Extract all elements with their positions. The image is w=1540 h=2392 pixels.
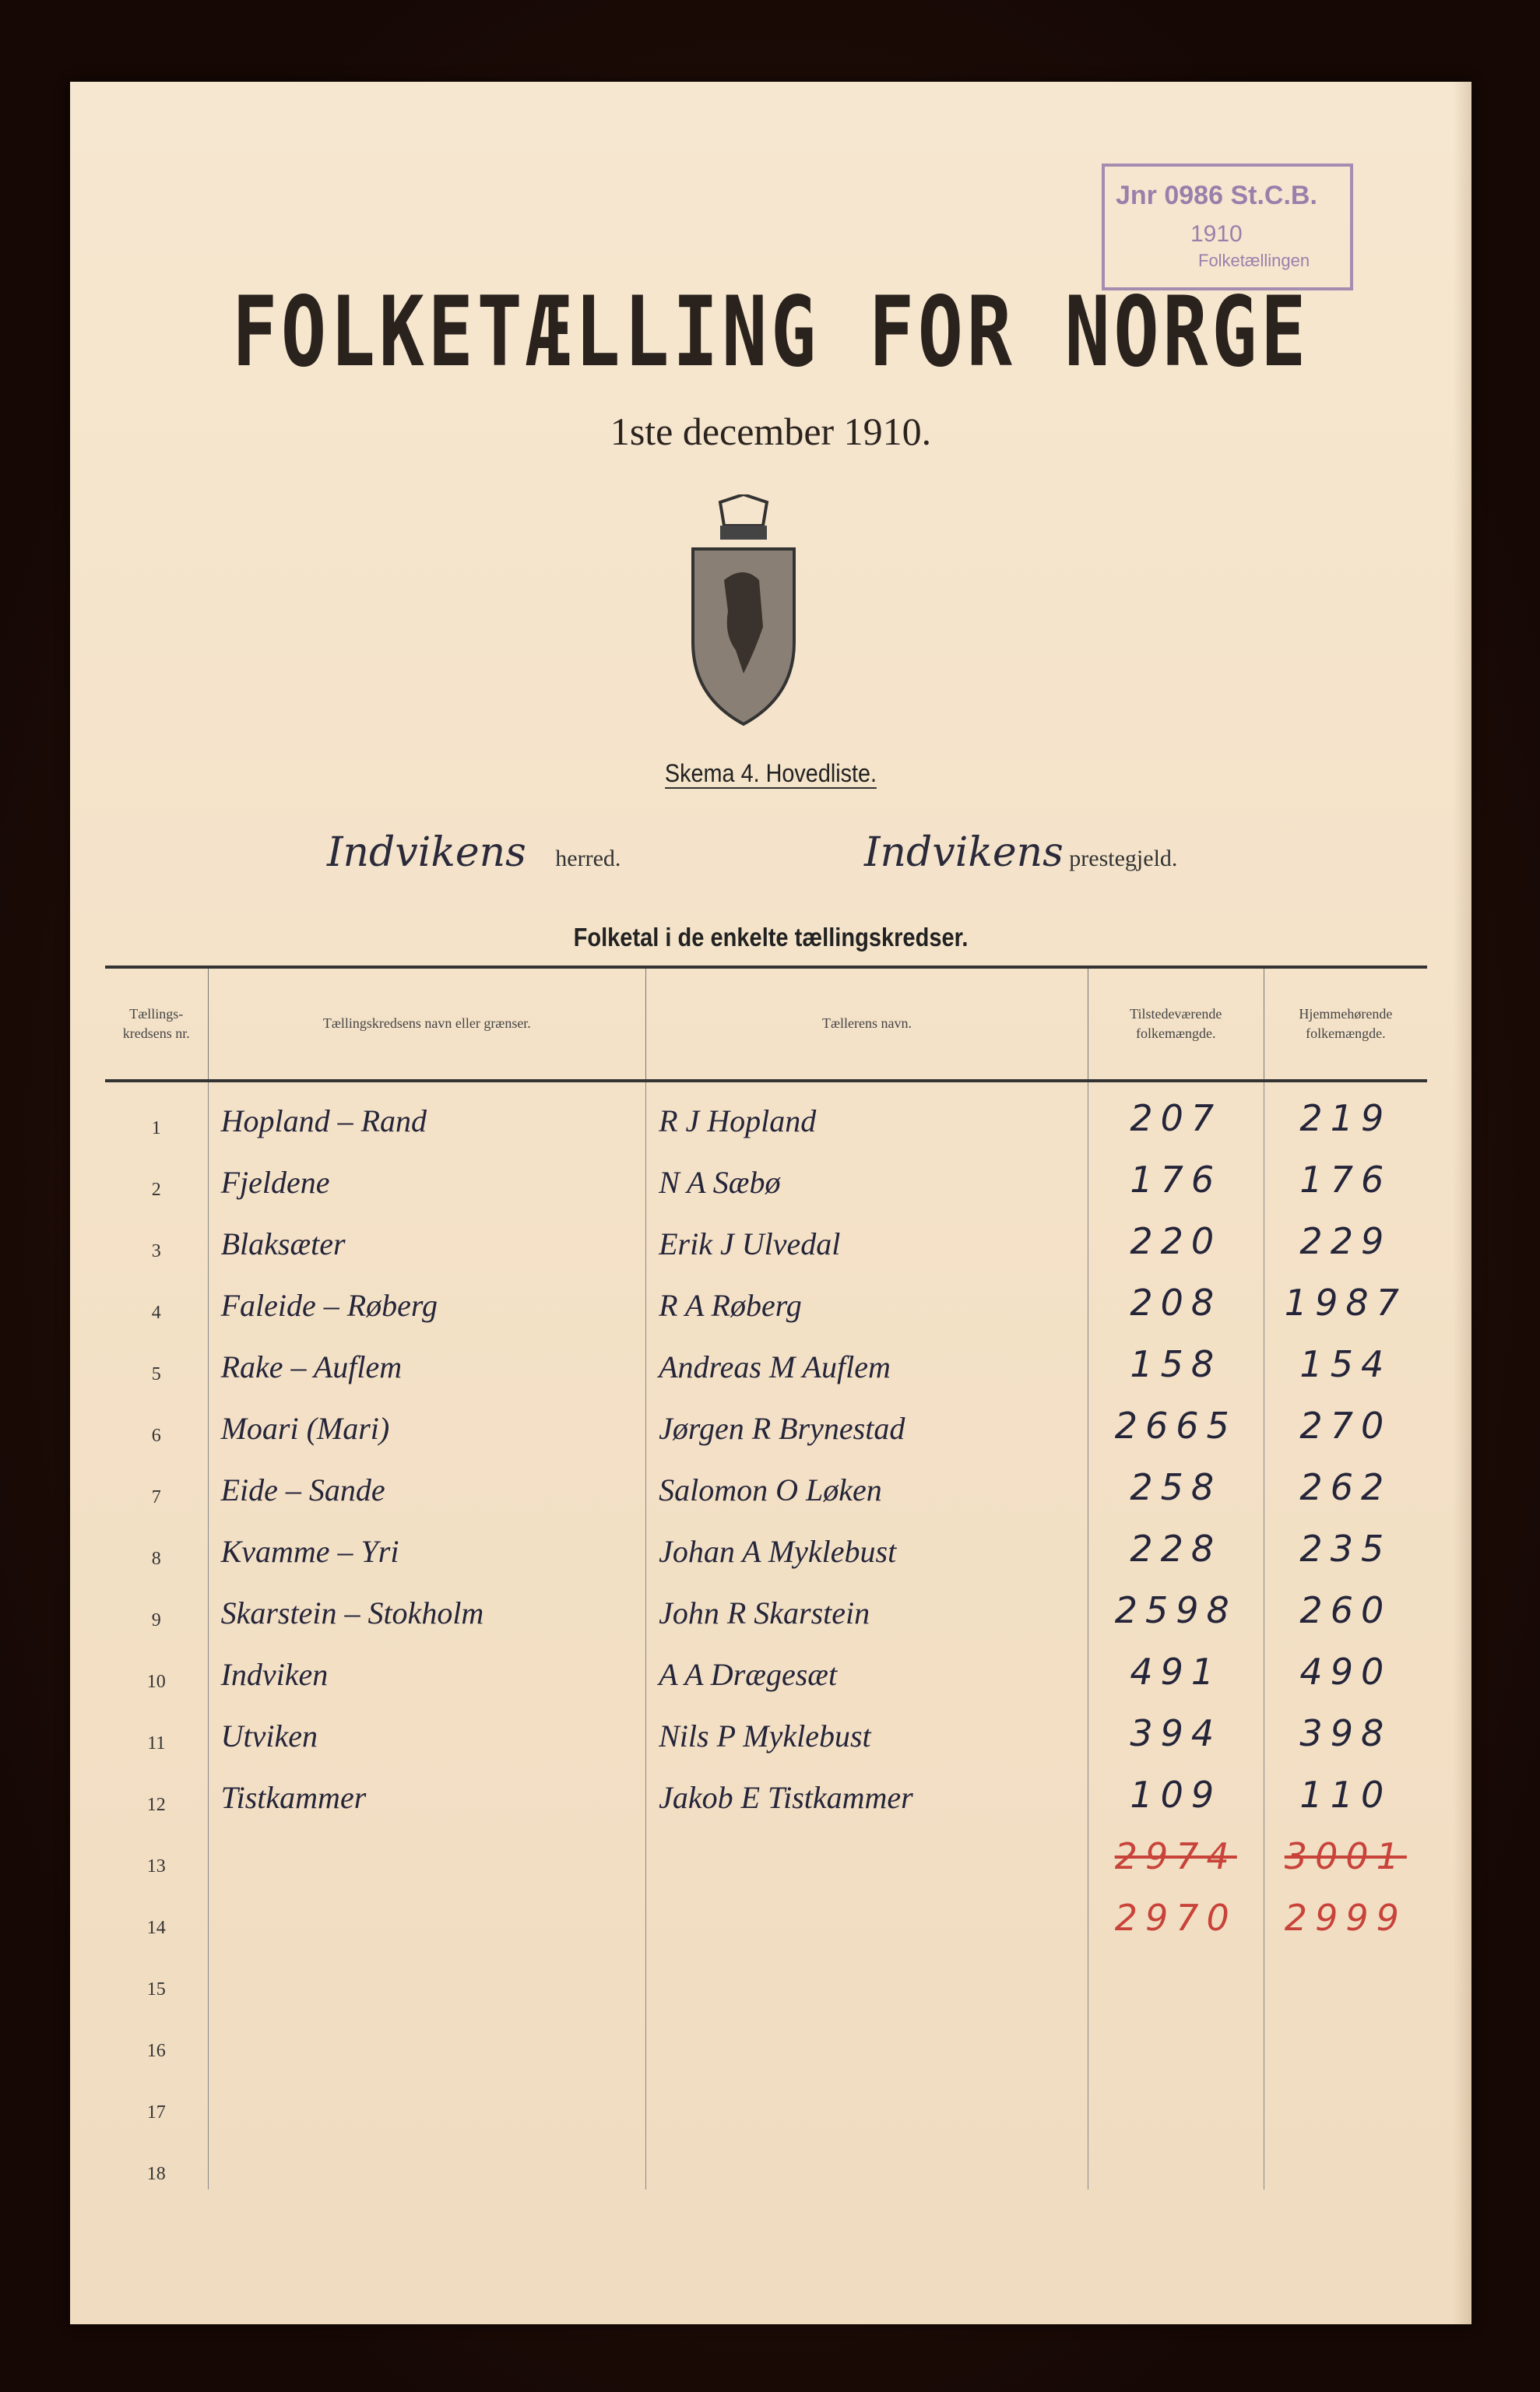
present-population-cell: 2665 (1088, 1390, 1264, 1451)
table-row (105, 1944, 1427, 2005)
present-population-cell: 2970 (1088, 1882, 1264, 1944)
district-name-cell (208, 1944, 646, 2005)
table-row (105, 1328, 1427, 1390)
enumerator-name-cell (646, 2067, 1088, 2128)
prestegjeld-value: Indvikens (864, 829, 1064, 876)
resident-population-cell: 262 (1264, 1451, 1427, 1513)
district-number-cell: 11 (147, 1733, 166, 1754)
table-row (105, 1513, 1427, 1574)
present-population-cell: 109 (1088, 1759, 1264, 1820)
present-population-cell: 208 (1088, 1267, 1264, 1328)
table-row (105, 1574, 1427, 1636)
enumerator-name-cell: Nils P Myklebust (646, 1697, 1088, 1759)
district-name-cell: Faleide – Røberg (208, 1267, 646, 1328)
prestegjeld-label: prestegjeld. (1069, 846, 1178, 871)
stamp-number: Jnr 0986 St.C.B. (1116, 181, 1317, 210)
resident-population-cell (1264, 1944, 1427, 2005)
enumerator-name-cell: Jakob E Tistkammer (646, 1759, 1088, 1820)
district-name-cell (208, 2005, 646, 2067)
present-population-cell: 258 (1088, 1451, 1264, 1513)
present-population-cell: 2598 (1088, 1574, 1264, 1636)
prestegjeld-field (864, 829, 1177, 876)
table-body (105, 1081, 1427, 2190)
enumerator-name-cell (646, 1882, 1088, 1944)
district-name-cell: Fjeldene (208, 1144, 646, 1205)
enumerator-name-cell: A A Drægesæt (646, 1636, 1088, 1697)
district-number-cell: 9 (151, 1610, 161, 1630)
present-population-cell: 228 (1088, 1513, 1264, 1574)
district-name-cell: Skarstein – Stokholm (208, 1574, 646, 1636)
schema-label: Skema 4. Hovedliste. (664, 759, 877, 787)
district-number-cell: 12 (146, 1795, 166, 1815)
district-number-cell: 3 (151, 1241, 161, 1261)
resident-population-cell: 398 (1264, 1697, 1427, 1759)
district-name-cell (208, 1882, 646, 1944)
resident-population-cell: 235 (1264, 1513, 1427, 1574)
enumerator-name-cell (646, 1944, 1088, 2005)
district-number-cell: 6 (151, 1426, 161, 1446)
present-population-cell (1088, 2128, 1264, 2190)
resident-population-cell: 260 (1264, 1574, 1427, 1636)
district-number-cell: 17 (146, 2102, 166, 2123)
header-present-population: Tilstedeværende folkemængde. (1088, 967, 1264, 1081)
resident-population-cell (1264, 2128, 1427, 2190)
district-number-cell: 7 (151, 1487, 161, 1507)
resident-population-cell: 490 (1264, 1636, 1427, 1697)
resident-population-cell: 154 (1264, 1328, 1427, 1390)
stamp-year: 1910 (1190, 221, 1243, 247)
census-date: 1ste december 1910. (610, 410, 932, 453)
stamp-label: Folketællingen (1198, 251, 1310, 270)
district-name-cell: Utviken (208, 1697, 646, 1759)
norwegian-coat-of-arms-icon (677, 494, 810, 728)
district-number-cell: 18 (146, 2164, 166, 2184)
present-population-cell: 220 (1088, 1205, 1264, 1267)
district-number-cell: 15 (146, 1979, 166, 2000)
present-population-cell: 207 (1088, 1081, 1264, 1144)
district-number-cell: 1 (151, 1118, 161, 1138)
present-population-cell (1088, 2005, 1264, 2067)
resident-population-cell: 176 (1264, 1144, 1427, 1205)
district-name-cell: Rake – Auflem (208, 1328, 646, 1390)
district-number-cell: 8 (151, 1549, 161, 1569)
table-row (105, 2128, 1427, 2190)
enumerator-name-cell: Johan A Myklebust (646, 1513, 1088, 1574)
present-population-cell: 2974 (1088, 1820, 1264, 1882)
table-row (105, 1267, 1427, 1328)
header-district-number: Tællings- kredsens nr. (105, 967, 208, 1081)
table-row (105, 1144, 1427, 1205)
enumerator-name-cell: N A Sæbø (646, 1144, 1088, 1205)
district-name-cell: Blaksæter (208, 1205, 646, 1267)
table-row (105, 1636, 1427, 1697)
table-row (105, 1451, 1427, 1513)
resident-population-cell (1264, 2005, 1427, 2067)
district-number-cell: 5 (151, 1364, 161, 1384)
district-name-cell: Hopland – Rand (208, 1081, 646, 1144)
resident-population-cell: 110 (1264, 1759, 1427, 1820)
present-population-cell (1088, 2067, 1264, 2128)
district-number-cell: 14 (146, 1918, 166, 1938)
resident-population-cell: 2999 (1264, 1882, 1427, 1944)
district-name-cell (208, 1820, 646, 1882)
enumerator-name-cell: R J Hopland (646, 1081, 1088, 1144)
district-name-cell (208, 2128, 646, 2190)
section-title: Folketal i de enkelte tællingskredser. (573, 923, 969, 952)
resident-population-cell: 1987 (1264, 1267, 1427, 1328)
table-row (105, 2067, 1427, 2128)
schema-heading (140, 759, 1401, 788)
present-population-cell: 394 (1088, 1697, 1264, 1759)
district-name-cell: Indviken (208, 1636, 646, 1697)
resident-population-cell: 270 (1264, 1390, 1427, 1451)
table-header-row (105, 967, 1427, 1081)
table-row (105, 1820, 1427, 1882)
header-resident-population: Hjemmehørende folkemængde. (1264, 967, 1427, 1081)
present-population-cell (1088, 1944, 1264, 2005)
enumerator-name-cell: Salomon O Løken (646, 1451, 1088, 1513)
district-name-cell: Eide – Sande (208, 1451, 646, 1513)
table-row (105, 1697, 1427, 1759)
district-name-cell (208, 2067, 646, 2128)
present-population-cell: 176 (1088, 1144, 1264, 1205)
table-row (105, 1390, 1427, 1451)
district-name-cell: Kvamme – Yri (208, 1513, 646, 1574)
header-district-name: Tællingskredsens navn eller grænser. (208, 967, 646, 1081)
enumerator-name-cell (646, 1820, 1088, 1882)
resident-population-cell (1264, 2067, 1427, 2128)
district-name-cell: Tistkammer (208, 1759, 646, 1820)
district-number-cell: 10 (146, 1672, 166, 1692)
page-title: FOLKETÆLLING FOR NORGE (231, 276, 1310, 389)
herred-field (327, 829, 621, 876)
district-name-cell: Moari (Mari) (208, 1390, 646, 1451)
resident-population-cell: 229 (1264, 1205, 1427, 1267)
present-population-cell: 158 (1088, 1328, 1264, 1390)
census-district-table (105, 966, 1427, 2190)
herred-label: herred. (555, 846, 621, 871)
enumerator-name-cell: Jørgen R Brynestad (646, 1390, 1088, 1451)
enumerator-name-cell: Erik J Ulvedal (646, 1205, 1088, 1267)
census-form-page (70, 82, 1471, 2324)
enumerator-name-cell: Andreas M Auflem (646, 1328, 1088, 1390)
present-population-cell: 491 (1088, 1636, 1264, 1697)
header-enumerator-name: Tællerens navn. (646, 967, 1088, 1081)
table-row (105, 1205, 1427, 1267)
district-number-cell: 16 (146, 2041, 166, 2061)
archive-stamp (1102, 164, 1353, 290)
district-number-cell: 13 (146, 1856, 166, 1877)
enumerator-name-cell: R A Røberg (646, 1267, 1088, 1328)
enumerator-name-cell: John R Skarstein (646, 1574, 1088, 1636)
enumerator-name-cell (646, 2128, 1088, 2190)
resident-population-cell: 3001 (1264, 1820, 1427, 1882)
enumerator-name-cell (646, 2005, 1088, 2067)
table-row (105, 2005, 1427, 2067)
table-row (105, 1081, 1427, 1144)
resident-population-cell: 219 (1264, 1081, 1427, 1144)
district-number-cell: 4 (151, 1303, 161, 1323)
table-row (105, 1759, 1427, 1820)
herred-value: Indvikens (327, 829, 526, 876)
table-row (105, 1882, 1427, 1944)
district-number-cell: 2 (151, 1180, 161, 1200)
